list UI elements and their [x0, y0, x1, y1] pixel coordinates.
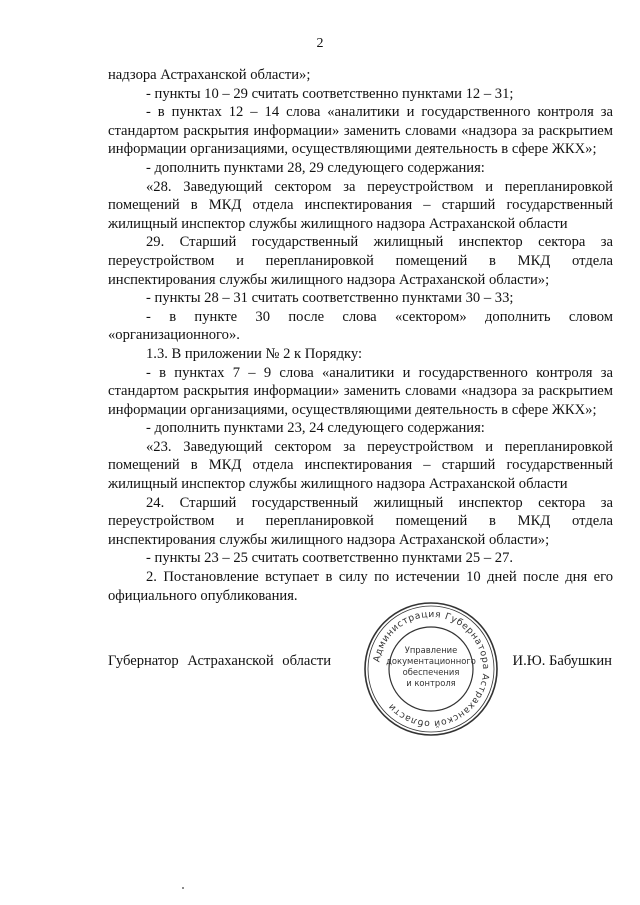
- stamp-center-line: документационного: [386, 656, 476, 666]
- signatory-name: И.Ю. Бабушкин: [512, 653, 612, 669]
- paragraph: - в пунктах 12 – 14 слова «аналитики и государственного контроля за стандартом раскрытия информации» заменить словами «надзора за раскрытием информации организациями, осуществляющими деятельность в сфере ЖКХ»;: [108, 104, 613, 158]
- stamp-center-line: и контроля: [406, 678, 456, 688]
- paragraph: 29. Старший государственный жилищный инспектор сектора за переустройством и перепланировкой помещений в МКД отдела инспектирования службы жилищного надзора Астраханской области»;: [108, 234, 613, 288]
- signatory-position: Губернатор Астраханской области: [108, 653, 332, 669]
- paragraph: - в пункте 30 после слова «сектором» дополнить словом «организационного».: [108, 308, 613, 344]
- paragraph: надзора Астраханской области»;: [108, 67, 311, 83]
- page-number: 2: [316, 36, 324, 51]
- paragraph: - в пунктах 7 – 9 слова «аналитики и государственного контроля за стандартом раскрытия информации» заменить словами «надзора за раскрытием информации организациями, осуществляющими деятельность в сфере ЖКХ»;: [108, 364, 613, 418]
- paragraph: 24. Старший государственный жилищный инспектор сектора за переустройством и перепланировкой помещений в МКД отдела инспектирования службы жилищного надзора Астраханской области»;: [108, 494, 613, 548]
- official-stamp: [362, 600, 500, 738]
- paragraph: - дополнить пунктами 28, 29 следующего содержания:: [146, 159, 485, 176]
- paragraph: 2. Постановление вступает в силу по истечении 10 дней после дня его официального опубликования.: [108, 569, 613, 604]
- paragraph: 1.3. В приложении № 2 к Порядку:: [146, 345, 363, 362]
- paragraph: - пункты 10 – 29 считать соответственно пунктами 12 – 31;: [146, 85, 514, 102]
- stamp-seal-icon: [362, 600, 500, 738]
- paragraph: - пункты 28 – 31 считать соответственно пунктами 30 – 33;: [146, 290, 514, 307]
- paragraph: «23. Заведующий сектором за переустройством и перепланировкой помещений в МКД отдела инспектирования – старший государственный жилищный инспектор службы жилищного надзора Астраханской области: [108, 438, 613, 493]
- stamp-ring-text: Администрация Губернатора Астраханской области: [371, 608, 492, 730]
- scan-speck: [182, 887, 184, 889]
- paragraph: «28. Заведующий сектором за переустройством и перепланировкой помещений в МКД отдела инспектирования – старший государственный жилищный инспектор службы жилищного надзора Астраханской области: [108, 178, 613, 232]
- document-body: [108, 66, 613, 605]
- paragraph: - дополнить пунктами 23, 24 следующего содержания:: [146, 420, 485, 437]
- paragraph: - пункты 23 – 25 считать соответственно пунктами 25 – 27.: [146, 550, 514, 567]
- stamp-center-line: обеспечения: [402, 667, 460, 677]
- stamp-center-line: Управление: [404, 645, 458, 655]
